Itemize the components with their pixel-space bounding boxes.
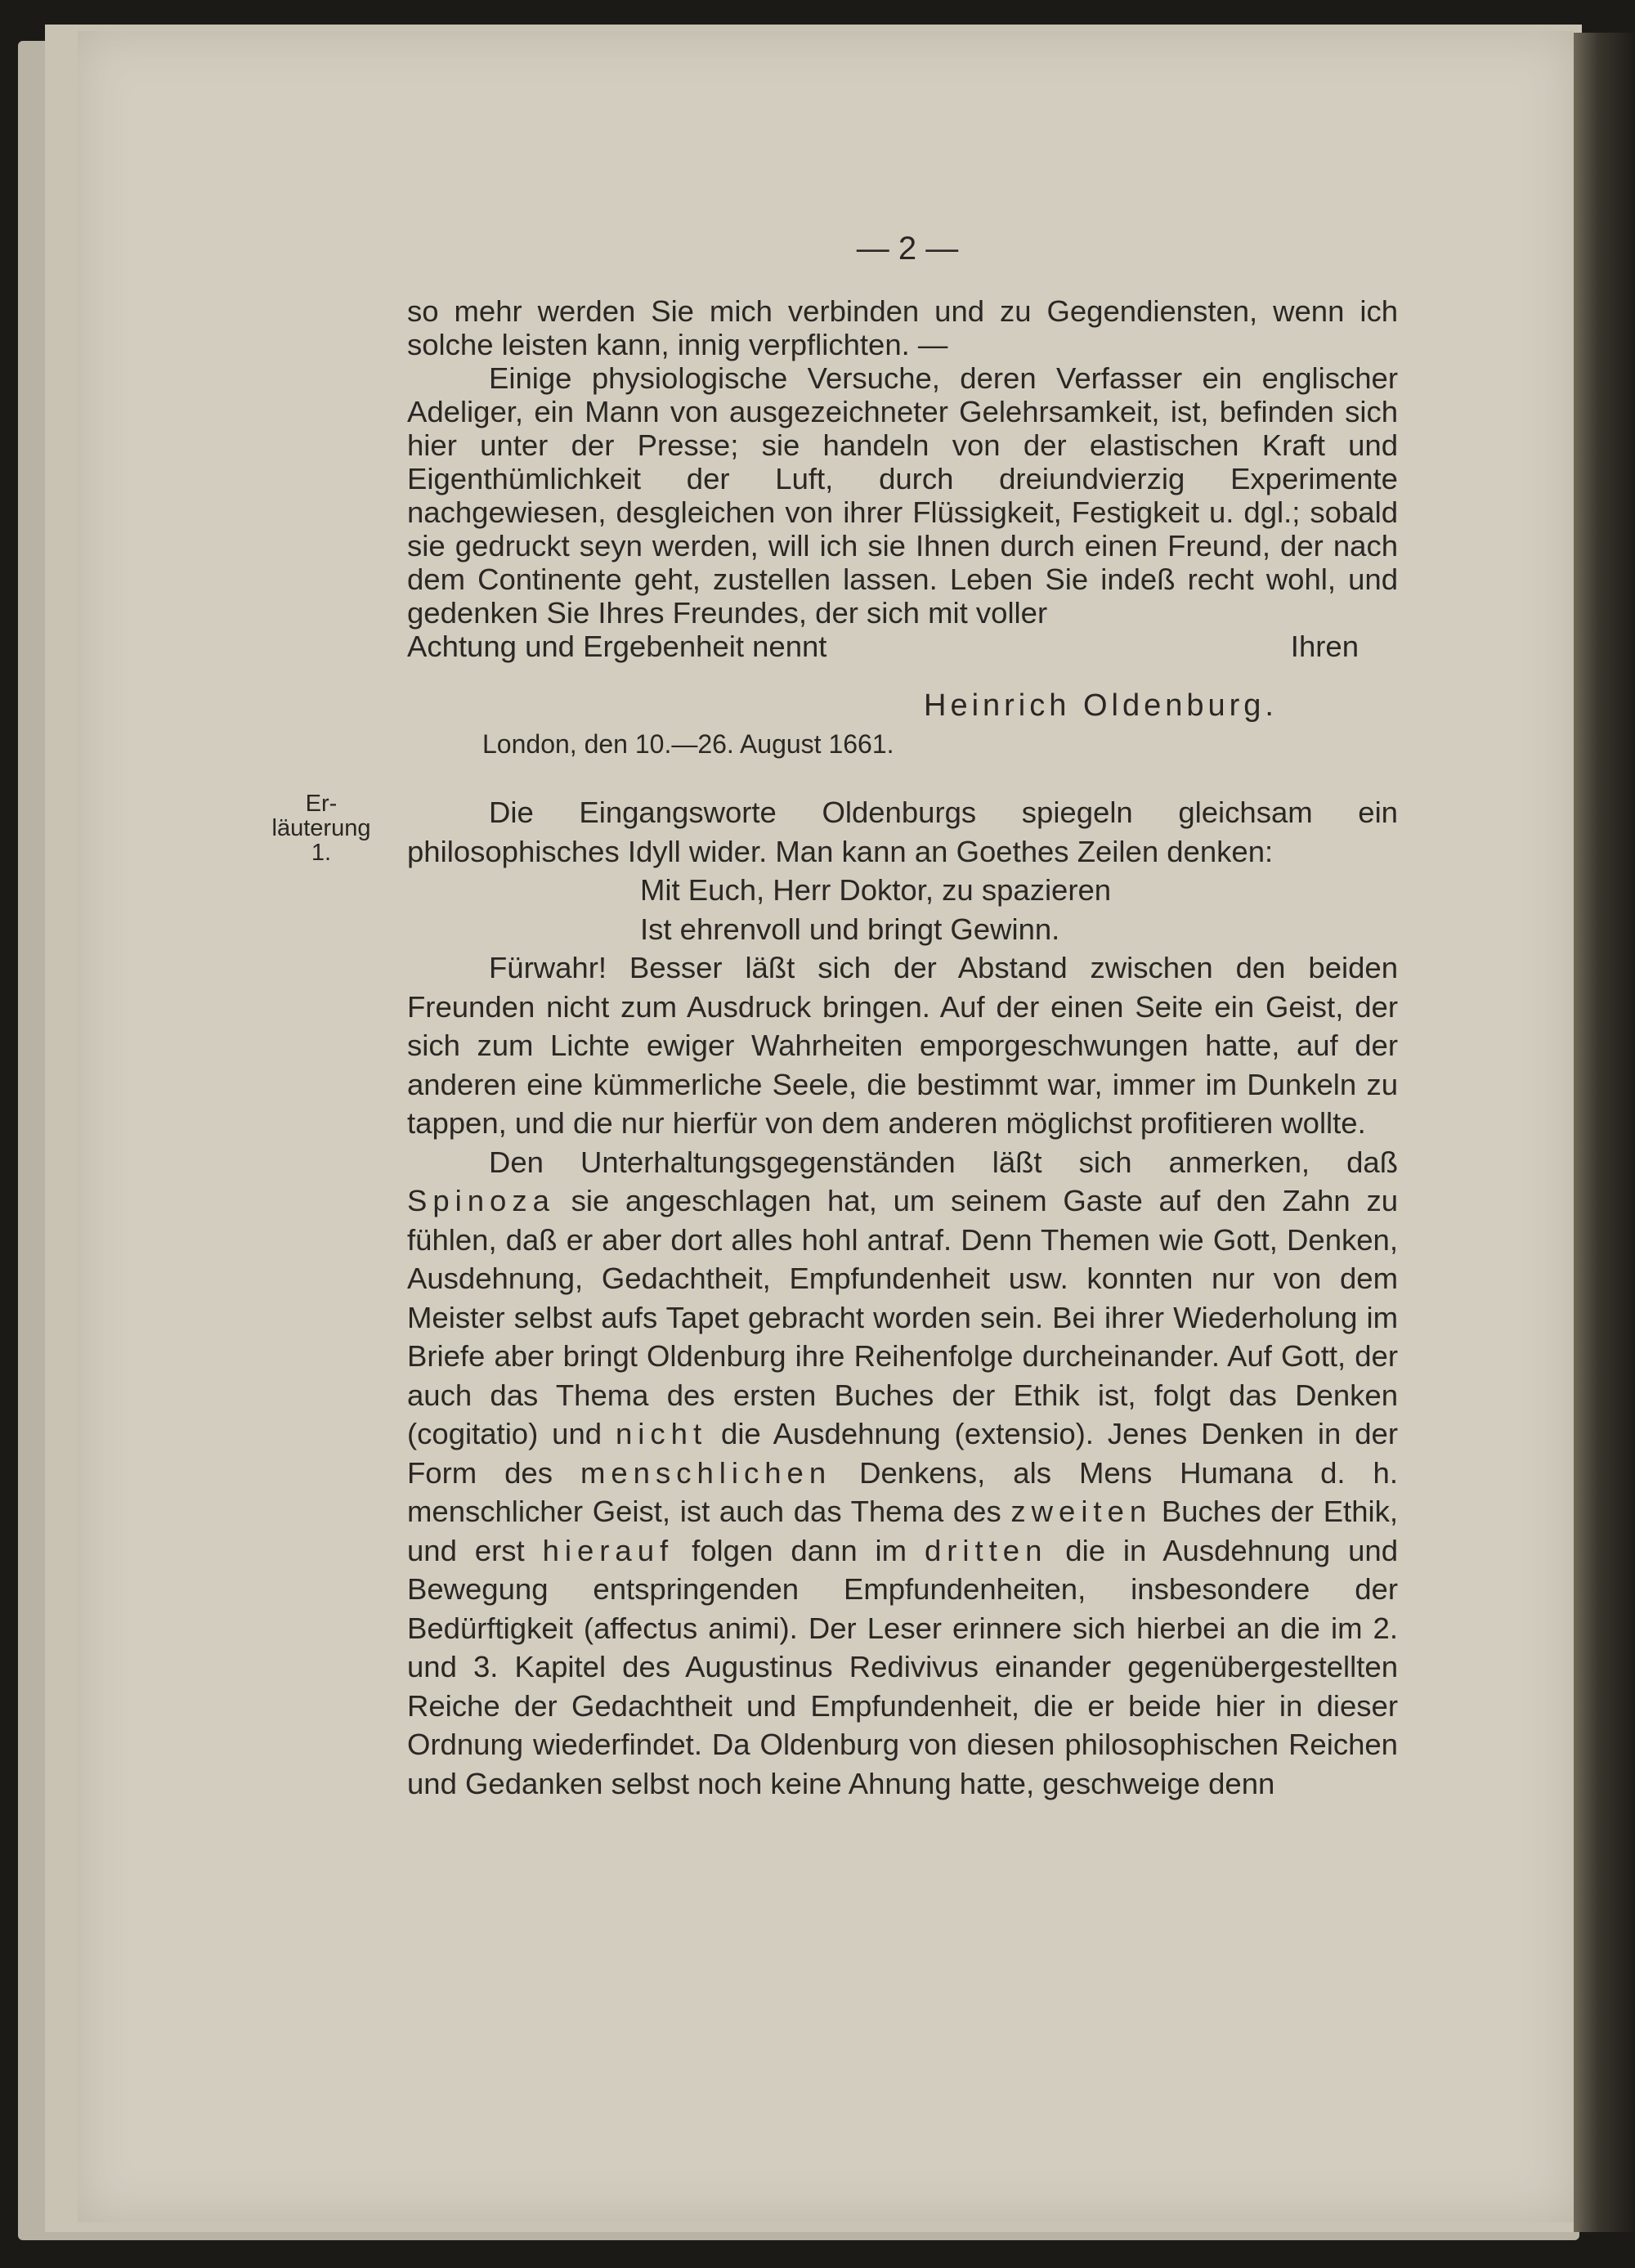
- letter-body: [407, 294, 1398, 663]
- verse-line-2: Ist ehrenvoll und bringt Gewinn.: [640, 912, 1060, 946]
- margin-note: [260, 791, 383, 865]
- letter-date: London, den 10.—26. August 1661.: [482, 729, 894, 759]
- p3-part-e: Buches der Ethik, und erst: [407, 1495, 1398, 1567]
- closing-right: Ihren: [1290, 630, 1359, 663]
- commentary-paragraph-1: Die Eingangsworte Oldenburgs spiegeln gleichsam ein philosophisches Idyll wider. Man kann an Goethes Zeilen denken:: [407, 796, 1398, 868]
- page-number: — 2 —: [856, 231, 959, 267]
- spaced-spinoza: Spinoza: [407, 1184, 555, 1217]
- p3-part-d: Denkens, als Mens Humana d. h. menschlicher Geist, ist auch das Thema des: [407, 1455, 1398, 1528]
- closing-line: [407, 630, 1398, 663]
- p3-part-a: Den Unterhaltungsgegenständen läßt sich anmerken, daß: [489, 1145, 1398, 1179]
- spaced-hierauf: hierauf: [542, 1533, 674, 1567]
- verse-line-1: Mit Euch, Herr Doktor, zu spazieren: [640, 873, 1112, 907]
- book-spine-edge: [1574, 33, 1635, 2232]
- margin-note-line-1: Er-: [305, 791, 338, 817]
- p3-part-f: folgen dann im: [674, 1533, 925, 1567]
- p3-part-b: sie angeschlagen hat, um seinem Gaste auf den Zahn zu fühlen, daß er aber dort alles hohl antraf. Denn Themen wie Gott, Denken, Ausdehnung, Gedachtheit, Empfundenheit usw. konnten nur von dem Meister selbst aufs Tapet gebracht worden sein. Bei ihrer Wiederholung im Briefe aber bringt Oldenburg ihre Reihenfolge durcheinander. Auf Gott, der auch das Thema des ersten Buches der Ethik ist, folgt das Denken (cogitatio) und: [407, 1184, 1398, 1450]
- letter-paragraph-1: so mehr werden Sie mich verbinden und zu Gegendiensten, wenn ich solche leisten kann, innig verpflichten. —: [407, 294, 1398, 361]
- margin-note-line-2: läuterung: [271, 815, 371, 841]
- p3-part-c: die Ausdehnung (extensio). Jenes Denken in der Form des: [407, 1417, 1398, 1490]
- commentary-paragraph-3: [407, 1143, 1398, 1804]
- margin-note-line-3: 1.: [311, 840, 332, 866]
- closing-left: Achtung und Ergebenheit nennt: [407, 630, 827, 663]
- spaced-dritten: dritten: [924, 1533, 1048, 1567]
- spaced-zweiten: zweiten: [1010, 1495, 1153, 1528]
- commentary-section: [407, 793, 1398, 1803]
- spaced-menschlichen: menschlichen: [580, 1455, 832, 1490]
- p3-part-g: die in Ausdehnung und Bewegung entspringenden Empfundenheiten, insbesondere der Bedürftigkeit (affectus animi). Der Leser erinnere sich hierbei an die im 2. und 3. Kapitel des Augustinus Redivivus einander gegenübergestellten Reiche der Gedachtheit und Empfundenheit, die er beide hier in dieser Ordnung wiederfindet. Da Oldenburg von diesen philosophischen Reichen und Gedanken selbst noch keine Ahnung hatte, geschweige denn: [407, 1533, 1399, 1800]
- signature: Heinrich Oldenburg.: [924, 688, 1278, 723]
- commentary-paragraph-2: Fürwahr! Besser läßt sich der Abstand zwischen den beiden Freunden nicht zum Ausdruck bringen. Auf der einen Seite ein Geist, der sich zum Lichte ewiger Wahrheiten emporgeschwungen hatte, auf der anderen eine kümmerliche Seele, die bestimmt war, immer im Dunkeln zu tappen, und die nur hierfür von dem anderen möglichst profitieren wollte.: [407, 951, 1398, 1140]
- spaced-nicht: nicht: [616, 1417, 708, 1450]
- letter-paragraph-2: Einige physiologische Versuche, deren Verfasser ein englischer Adeliger, ein Mann von ausgezeichneter Gelehrsamkeit, ist, befinden sich hier unter der Presse; sie handeln von der elastischen Kraft und Eigenthümlichkeit der Luft, durch dreiundvierzig Experimente nachgewiesen, desgleichen von ihrer Flüssigkeit, Festigkeit u. dgl.; sobald sie gedruckt seyn werden, will ich sie Ihnen durch einen Freund, der nach dem Continente geht, zustellen lassen. Leben Sie indeß recht wohl, und gedenken Sie Ihres Freundes, der sich mit voller: [407, 361, 1398, 630]
